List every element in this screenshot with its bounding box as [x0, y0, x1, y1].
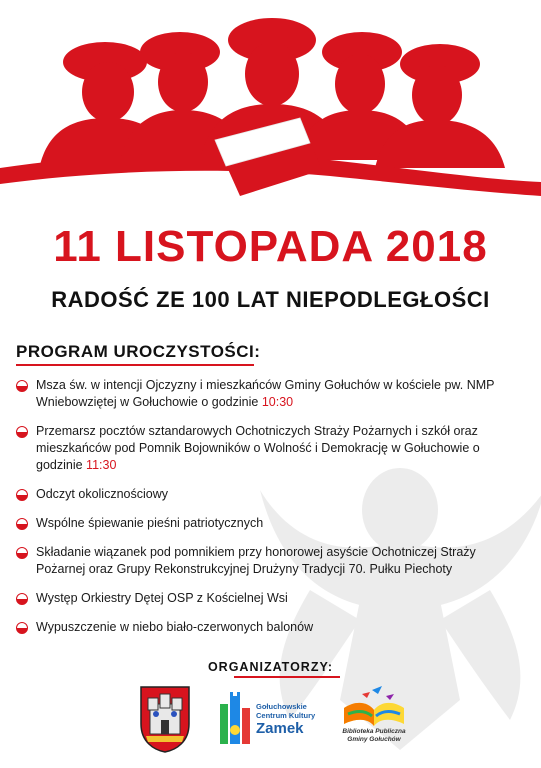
program-item — [16, 619, 528, 636]
program-item — [16, 515, 528, 532]
program-item-text: Msza św. w intencji Ojczyzny i mieszkańców Gminy Gołuchów w kościele pw. NMP Wniebowziętej w Gołuchowie o godzinie — [36, 378, 495, 409]
organizers-heading: ORGANIZATORZY: — [207, 660, 334, 674]
program-item-text: Przemarsz pocztów sztandarowych Ochotniczych Straży Pożarnych i szkół oraz mieszkańców pod Pomnik Bojowników o Wolność i Demokrację w Gołuchowie o godzinie — [36, 424, 480, 472]
program-item — [16, 423, 528, 474]
flag-bullet-icon — [16, 593, 28, 605]
flag-bullet-icon — [16, 547, 28, 559]
program-item-text: Odczyt okolicznościowy — [36, 487, 168, 501]
program-list — [16, 377, 528, 648]
program-item-time: 11:30 — [86, 458, 117, 472]
soldier-silhouettes-illustration — [0, 0, 541, 215]
program-item — [16, 590, 528, 607]
cultural-center-logo-text: Gołuchowskie Centrum Kultury Zamek — [256, 702, 316, 737]
flag-bullet-icon — [16, 622, 28, 634]
organizers-heading-underline — [234, 676, 340, 678]
flag-bullet-icon — [16, 489, 28, 501]
program-item-text: Wypuszczenie w niebo biało-czerwonych balonów — [36, 620, 314, 634]
open-book-icon — [342, 684, 406, 728]
flag-bullet-icon — [16, 380, 28, 392]
program-item — [16, 544, 528, 578]
event-date-title: 11 LISTOPADA 2018 — [53, 222, 488, 271]
flag-bullet-icon — [16, 426, 28, 438]
library-logo-text: Biblioteka Publiczna Gminy Gołuchów — [342, 728, 406, 743]
program-item-text: Wspólne śpiewanie pieśni patriotycznych — [36, 516, 264, 530]
program-heading: PROGRAM UROCZYSTOŚCI: — [16, 342, 261, 361]
program-item-text: Występ Orkiestry Dętej OSP z Kościelnej Wsi — [36, 591, 288, 605]
program-item-time: 10:30 — [261, 395, 294, 409]
program-item-text: Składanie wiązanek pod pomnikiem przy honorowej asyście Ochotniczej Straży Pożarnej oraz Grupy Rekonstrukcyjnej Drużyny Tradycji 70. Pułku Piechoty — [36, 545, 476, 576]
castle-icon — [218, 690, 252, 746]
program-item — [16, 377, 528, 411]
flag-bullet-icon — [16, 518, 28, 530]
event-subtitle: RADOŚĆ ZE 100 LAT NIEPODLEGŁOŚCI — [51, 287, 490, 312]
program-heading-underline — [16, 364, 254, 366]
coat-of-arms-icon — [138, 684, 192, 754]
program-item — [16, 486, 528, 503]
